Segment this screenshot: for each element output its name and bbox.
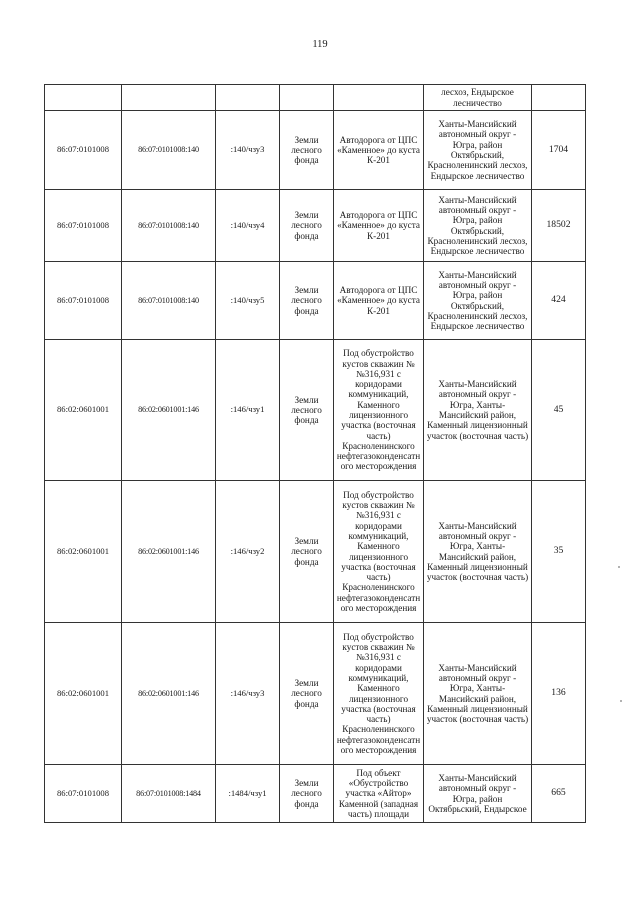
table-row <box>45 262 586 340</box>
area-cell: 18502 <box>532 190 586 262</box>
area-cell: 45 <box>532 340 586 481</box>
parcel-number-cell: 86:07:0101008:1484 <box>122 765 216 823</box>
land-parcels-table <box>44 84 586 823</box>
cadastral-quarter-cell: 86:07:0101008 <box>45 765 122 823</box>
purpose-cell: Под объект «Обустройство участка «Айтор» Каменной (западная часть) площади <box>334 765 424 823</box>
cadastral-quarter-cell: 86:02:0601001 <box>45 340 122 481</box>
parcel-number-cell: 86:02:0601001:146 <box>122 481 216 623</box>
parcel-number-cell: 86:07:0101008:140 <box>122 190 216 262</box>
land-category-cell: Земли лесного фонда <box>280 262 334 340</box>
parcel-part-cell: :140/чзу5 <box>216 262 280 340</box>
location-cell: Ханты-Мансийский автономный округ - Югра, Ханты-Мансийский район, Каменный лицензионный участок (восточная часть) <box>424 481 532 623</box>
location-cell: лесхоз, Ендырское лесничество <box>424 85 532 111</box>
location-cell: Ханты-Мансийский автономный округ - Югра, район Октябрьский, Ендырское <box>424 765 532 823</box>
area-cell: 665 <box>532 765 586 823</box>
purpose-cell: Автодорога от ЦПС «Каменное» до куста К-201 <box>334 262 424 340</box>
location-cell: Ханты-Мансийский автономный округ - Югра, район Октябрьский, Красноленинский лесхоз, Ендырское лесничество <box>424 111 532 190</box>
table-body <box>45 85 586 823</box>
parcel-part-cell: :146/чзу1 <box>216 340 280 481</box>
cadastral-quarter-cell: 86:07:0101008 <box>45 190 122 262</box>
parcel-part-cell: :140/чзу4 <box>216 190 280 262</box>
purpose-cell: Под обустройство кустов скважин №№316,931 с коридорами коммуникаций, Каменного лицензионного участка (восточная часть) Красноленинского нефтегазоконденсатного месторождения <box>334 481 424 623</box>
land-category-cell: Земли лесного фонда <box>280 623 334 765</box>
location-cell: Ханты-Мансийский автономный округ - Югра, Ханты-Мансийский район, Каменный лицензионный участок (восточная часть) <box>424 623 532 765</box>
parcel-number-cell: 86:02:0601001:146 <box>122 623 216 765</box>
parcel-number-cell: 86:02:0601001:146 <box>122 340 216 481</box>
page-number: 119 <box>312 39 328 50</box>
table-row <box>45 111 586 190</box>
parcel-number-cell: 86:07:0101008:140 <box>122 111 216 190</box>
purpose-cell <box>334 85 424 111</box>
area-cell: 1704 <box>532 111 586 190</box>
location-cell: Ханты-Мансийский автономный округ - Югра, Ханты-Мансийский район, Каменный лицензионный участок (восточная часть) <box>424 340 532 481</box>
table-row <box>45 85 586 111</box>
table-row <box>45 190 586 262</box>
area-cell: 35 <box>532 481 586 623</box>
scan-speck <box>618 566 620 568</box>
table-row <box>45 340 586 481</box>
cadastral-quarter-cell: 86:07:0101008 <box>45 262 122 340</box>
purpose-cell: Под обустройство кустов скважин №№316,931 с коридорами коммуникаций, Каменного лицензионного участка (восточная часть) Красноленинского нефтегазоконденсатного месторождения <box>334 623 424 765</box>
cadastral-quarter-cell: 86:02:0601001 <box>45 481 122 623</box>
land-category-cell: Земли лесного фонда <box>280 111 334 190</box>
parcel-number-cell <box>122 85 216 111</box>
parcel-part-cell: :146/чзу3 <box>216 623 280 765</box>
cadastral-quarter-cell <box>45 85 122 111</box>
land-category-cell: Земли лесного фонда <box>280 340 334 481</box>
parcel-number-cell: 86:07:0101008:140 <box>122 262 216 340</box>
area-cell: 136 <box>532 623 586 765</box>
scan-speck <box>620 700 622 702</box>
purpose-cell: Автодорога от ЦПС «Каменное» до куста К-201 <box>334 190 424 262</box>
table-row <box>45 481 586 623</box>
cadastral-quarter-cell: 86:02:0601001 <box>45 623 122 765</box>
table-row <box>45 623 586 765</box>
purpose-cell: Под обустройство кустов скважин №№316,931 с коридорами коммуникаций, Каменного лицензионного участка (восточная часть) Красноленинского нефтегазоконденсатного месторождения <box>334 340 424 481</box>
cadastral-quarter-cell: 86:07:0101008 <box>45 111 122 190</box>
parcel-part-cell: :140/чзу3 <box>216 111 280 190</box>
land-category-cell <box>280 85 334 111</box>
area-cell <box>532 85 586 111</box>
area-cell: 424 <box>532 262 586 340</box>
parcel-part-cell: :146/чзу2 <box>216 481 280 623</box>
land-category-cell: Земли лесного фонда <box>280 190 334 262</box>
table-row <box>45 765 586 823</box>
land-category-cell: Земли лесного фонда <box>280 481 334 623</box>
land-category-cell: Земли лесного фонда <box>280 765 334 823</box>
parcel-part-cell <box>216 85 280 111</box>
parcel-part-cell: :1484/чзу1 <box>216 765 280 823</box>
purpose-cell: Автодорога от ЦПС «Каменное» до куста К-201 <box>334 111 424 190</box>
location-cell: Ханты-Мансийский автономный округ - Югра, район Октябрьский, Красноленинский лесхоз, Ендырское лесничество <box>424 190 532 262</box>
location-cell: Ханты-Мансийский автономный округ - Югра, район Октябрьский, Красноленинский лесхоз, Ендырское лесничество <box>424 262 532 340</box>
